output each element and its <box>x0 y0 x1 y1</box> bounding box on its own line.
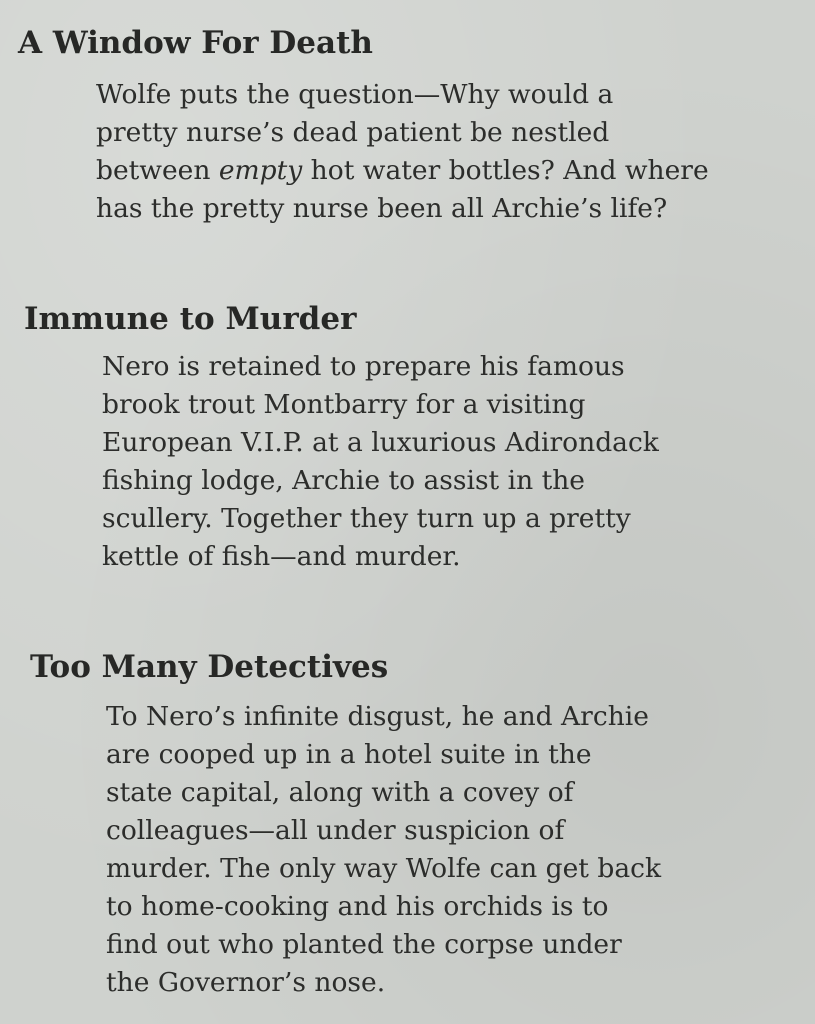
description-line: has the pretty nurse been all Archie’s life? <box>96 193 668 224</box>
description-line: European V.I.P. at a luxurious Adirondack <box>102 427 659 458</box>
section-too-many-detectives <box>0 648 815 1002</box>
description-line: state capital, along with a covey of <box>106 777 574 808</box>
emphasized-word: empty <box>218 155 303 186</box>
section-description <box>0 698 815 1002</box>
line-text: between <box>96 155 219 186</box>
description-line: to home-cooking and his orchids is to <box>106 891 609 922</box>
description-line: murder. The only way Wolfe can get back <box>106 853 662 884</box>
description-line: the Governor’s nose. <box>106 967 386 998</box>
section-title: Too Many Detectives <box>30 649 389 685</box>
section-description <box>0 76 815 228</box>
description-line: scullery. Together they turn up a pretty <box>102 503 631 534</box>
description-line: kettle of fish—and murder. <box>102 541 461 572</box>
description-line <box>96 152 815 190</box>
section-immune-to-murder <box>0 300 815 576</box>
section-a-window-for-death <box>0 24 815 228</box>
section-description <box>0 348 815 576</box>
section-title: Immune to Murder <box>24 301 357 337</box>
description-line: To Nero’s infinite disgust, he and Archie <box>106 701 649 732</box>
description-line: Nero is retained to prepare his famous <box>102 351 625 382</box>
description-line: are cooped up in a hotel suite in the <box>106 739 592 770</box>
description-line: fishing lodge, Archie to assist in the <box>102 465 585 496</box>
description-line: pretty nurse’s dead patient be nestled <box>96 117 610 148</box>
description-line: find out who planted the corpse under <box>106 929 622 960</box>
description-line: brook trout Montbarry for a visiting <box>102 389 586 420</box>
section-title: A Window For Death <box>18 25 373 61</box>
description-line: colleagues—all under suspicion of <box>106 815 565 846</box>
description-line: Wolfe puts the question—Why would a <box>96 79 614 110</box>
line-text: hot water bottles? And where <box>302 155 709 186</box>
